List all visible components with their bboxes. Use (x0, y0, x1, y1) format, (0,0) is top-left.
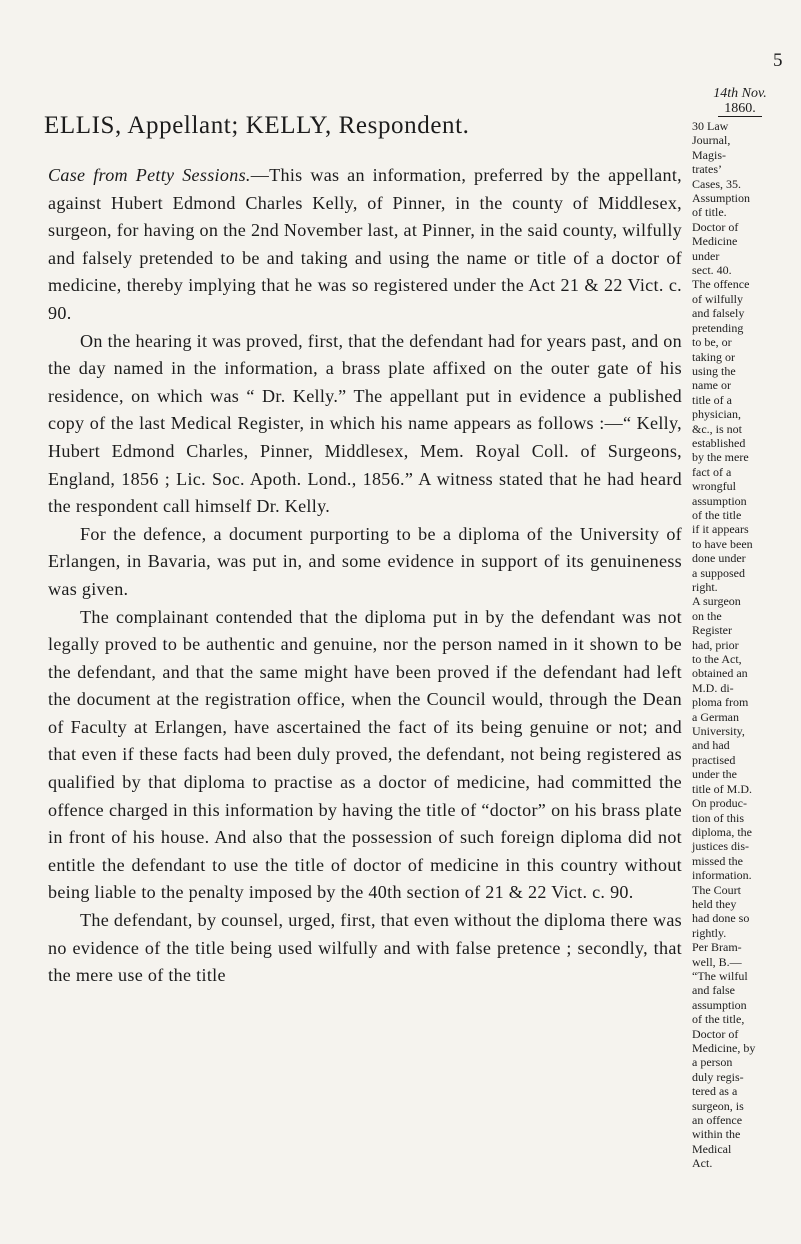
margin-note-line: Magis- (692, 147, 726, 162)
margin-note-line: and falsely (692, 306, 745, 321)
margin-note-line: and false (692, 983, 735, 998)
margin-note-line: of the title, (692, 1012, 745, 1027)
case-title: ELLIS, Appellant; KELLY, Respondent. (44, 112, 470, 139)
margin-note-line: Register (692, 623, 732, 638)
margin-note-line: to be, or (692, 335, 732, 350)
margin-note-line: The Court (692, 882, 741, 897)
paragraph-2: On the hearing it was proved, first, that the defendant had for years past, and on the day named in the information, a brass plate affixed on the outer gate of his residence, on which was “ Dr. Kelly.” The appellant put in evidence a published copy of the last Medical Register, in which his name appears as follows :—“ Kelly, Hubert Edmond Charles, Pinner, Middlesex, Mem. Royal Coll. of Surgeons, England, 1856 ; Lic. Soc. Apoth. Lond., 1856.” A witness stated that he had heard the respondent call himself Dr. Kelly. (48, 330, 682, 517)
margin-note-line: to the Act, (692, 652, 742, 667)
margin-note-line: and had (692, 738, 730, 753)
margin-note-line: University, (692, 724, 745, 739)
margin-note-line: Medical (692, 1141, 732, 1156)
margin-note-line: held they (692, 896, 737, 911)
margin-note-line: well, B.— (692, 954, 742, 969)
margin-note-line: On produc- (692, 796, 747, 811)
date-margin (698, 86, 782, 117)
margin-note-line: ploma from (692, 695, 749, 710)
margin-note-line: Per Bram- (692, 940, 742, 955)
margin-note-line: sect. 40. (692, 263, 732, 278)
margin-note-line: had, prior (692, 637, 739, 652)
margin-note-line: A surgeon (692, 594, 741, 609)
margin-note-line: obtained an (692, 666, 748, 681)
margin-note-line: on the (692, 608, 722, 623)
case-body (48, 162, 682, 990)
margin-note-line: assumption (692, 997, 747, 1012)
paragraph-4: The complainant contended that the diploma put in by the defendant was not legally proved to be authentic and genuine, nor the person named in it shown to be the defendant, and that the same might have been proved if the defendant had left the document at the registration office, when the Council would, through the Dean of Faculty at Erlangen, have ascertained the fact of its being genuine or not; and that even if these facts had been duly proved, the defendant, not being registered as qualified by that diploma to practise as a doctor of medicine, had committed the offence charged in this information by having the title of “doctor” on his brass plate in front of his house. And also that the possession of such foreign diploma did not entitle the defendant to use the title of doctor of medicine in this country without being liable to the penalty imposed by the 40th section of 21 & 22 Vict. c. 90. (48, 606, 682, 903)
year: 1860. (718, 101, 762, 117)
paragraph-3: For the defence, a document purporting to be a diploma of the University of Erlangen, in Bavaria, was put in, and some evidence in support of its genuineness was given. (48, 523, 682, 599)
margin-note-line: M.D. di- (692, 680, 734, 695)
paragraph-text: —This was an information, preferred by the appellant, against Hubert Edmond Charles Kelly, of Pinner, in the county of Middlesex, surgeon, for having on the 2nd November last, at Pinner, in the said county, wilfully and falsely pretended to be and taking and using the name or title of a doctor of medicine, thereby implying that he was so registered under the Act 21 & 22 Vict. c. 90. (48, 165, 682, 323)
margin-note-line: a supposed (692, 565, 745, 580)
margin-note-line: by the mere (692, 450, 749, 465)
margin-note-line: of title. (692, 205, 727, 220)
margin-note-line: taking or (692, 349, 735, 364)
margin-note-line: information. (692, 868, 752, 883)
case-lead: Case from Petty Sessions. (48, 165, 251, 185)
margin-note-line: Journal, (692, 133, 731, 148)
margin-note-line: tion of this (692, 810, 745, 825)
margin-note-line: Doctor of (692, 219, 739, 234)
margin-note-line: Cases, 35. (692, 176, 741, 191)
margin-note-line: wrongful (692, 479, 736, 494)
margin-note-line: assumption (692, 493, 747, 508)
margin-note-line: of wilfully (692, 291, 743, 306)
margin-note-line: Assumption (692, 191, 751, 206)
margin-note-line: done under (692, 551, 746, 566)
margin-note-line: missed the (692, 853, 743, 868)
paragraph-1 (48, 162, 682, 328)
margin-note-line: under the (692, 767, 737, 782)
margin-note-line: &c., is not (692, 421, 742, 436)
margin-note-line: The offence (692, 277, 750, 292)
margin-note-line: an offence (692, 1113, 743, 1128)
margin-note-line: within the (692, 1127, 741, 1142)
margin-note-line: justices dis- (692, 839, 749, 854)
margin-note-line: trates’ (692, 162, 722, 177)
margin-note-line: tered as a (692, 1084, 738, 1099)
margin-note-line: title of a (692, 392, 732, 407)
margin-note-line: rightly. (692, 925, 727, 940)
margin-note-line: surgeon, is (692, 1098, 744, 1113)
margin-notes (692, 119, 788, 1171)
margin-note-line: practised (692, 752, 736, 767)
margin-note-line: a person (692, 1055, 733, 1070)
date: 14th Nov. (713, 86, 767, 101)
margin-note-line: physician, (692, 407, 741, 422)
margin-note-line: to have been (692, 536, 753, 551)
page-number: 5 (773, 50, 783, 71)
paragraph-5: The defendant, by counsel, urged, first, that even without the diploma there was no evidence of the title being used wilfully and with false pretence ; secondly, that the mere use of the title (48, 910, 682, 986)
margin-note-line: of the title (692, 507, 742, 522)
margin-note-line: a German (692, 709, 739, 724)
margin-note-line: established (692, 435, 746, 450)
margin-note-line: Doctor of (692, 1026, 739, 1041)
margin-note-line: if it appears (692, 522, 749, 537)
margin-note-line: name or (692, 378, 731, 393)
margin-note-line: Medicine, by (692, 1041, 756, 1055)
margin-note-line: title of M.D. (692, 781, 752, 796)
margin-note-line: Medicine (692, 234, 738, 249)
margin-note-line: 30 Law (692, 119, 729, 133)
margin-note-line: pretending (692, 320, 744, 335)
margin-note-line: diploma, the (692, 824, 752, 839)
margin-note-line: Act. (692, 1156, 713, 1171)
margin-note-line: right. (692, 580, 718, 594)
margin-note-line: duly regis- (692, 1069, 744, 1084)
margin-note-line: using the (692, 363, 736, 378)
margin-note-line: “The wilful (692, 968, 748, 983)
margin-note-line: fact of a (692, 464, 732, 479)
margin-note-line: had done so (692, 911, 750, 926)
margin-note-line: under (692, 248, 720, 263)
